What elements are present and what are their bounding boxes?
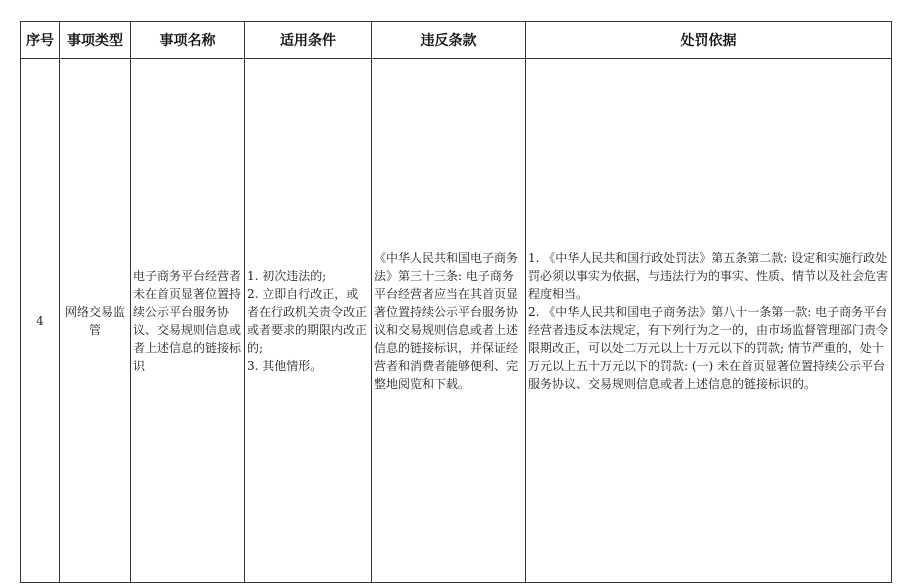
- header-row: [21, 22, 892, 59]
- table-row: [21, 59, 892, 583]
- basis-item: 1. 《中华人民共和国行政处罚法》第五条第二款: 设定和实施行政处罚必须以事实为依据，与违法行为的事实、性质、情节以及社会危害程度相当。: [528, 250, 889, 301]
- table-header: [21, 22, 892, 59]
- header-conditions: 适用条件: [245, 22, 372, 59]
- cell-type: [60, 59, 131, 583]
- header-violation: 违反条款: [372, 22, 526, 59]
- header-name: 事项名称: [131, 22, 245, 59]
- cell-violation-text: 《中华人民共和国电子商务法》第三十三条: 电子商务平台经营者应当在其首页显著位置持续公示平台服务协议和交易规则信息或者上述信息的链接标识，并保证经营者和消费者能够便利、完整地阅览和下载。: [374, 250, 519, 391]
- header-type: 事项类型: [60, 22, 131, 59]
- cell-name: [131, 59, 245, 583]
- table-body: [21, 59, 892, 583]
- cell-basis: [526, 59, 892, 583]
- conditions-list: [245, 267, 371, 375]
- cell-index: 4: [21, 59, 60, 583]
- cell-violation: [372, 59, 526, 583]
- condition-item: 3. 其他情形。: [247, 358, 323, 373]
- cell-conditions: [245, 59, 372, 583]
- header-index: 序号: [21, 22, 60, 59]
- basis-item: 2. 《中华人民共和国电子商务法》第八十一条第一款: 电子商务平台经营者违反本法规定，有下列行为之一的，由市场监督管理部门责令限期改正，可以处二万元以上十万元以下的罚款; 情节严重的，处十万元以上五十万元以下的罚款: (一) 未在首页显著位置持续公示平台服务协议、交易规则信息或者上述信息的链接标识的。: [528, 304, 889, 391]
- header-basis: 处罚依据: [526, 22, 892, 59]
- basis-list: [526, 249, 891, 393]
- condition-item: 1. 初次违法的;: [247, 268, 327, 283]
- condition-item: 2. 立即自行改正，或者在行政机关责令改正或者要求的期限内改正的;: [247, 286, 368, 355]
- penalty-table: [20, 21, 892, 583]
- cell-name-text: 电子商务平台经营者未在首页显著位置持续公示平台服务协议、交易规则信息或者上述信息的链接标识: [133, 268, 242, 373]
- cell-type-text: 网络交易监管: [64, 304, 125, 337]
